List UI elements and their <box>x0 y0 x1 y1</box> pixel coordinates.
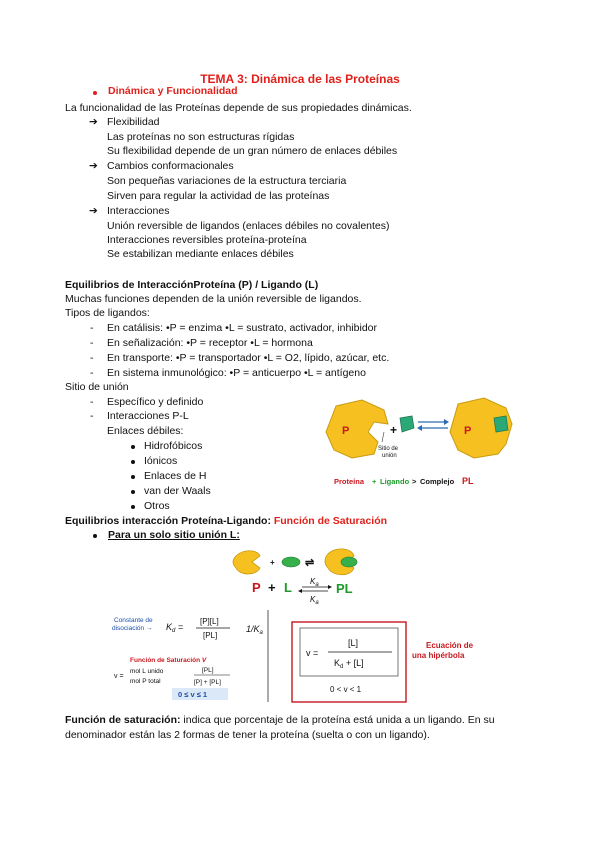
item-label: Interacciones <box>107 205 170 217</box>
item-line: Sirven para regular la actividad de las proteínas <box>107 190 330 202</box>
ligand-type: En sistema inmunológico: •P = anticuerpo •L = antígeno <box>107 367 366 379</box>
item-line: Su flexibilidad depende de un gran número de enlaces débiles <box>107 145 398 157</box>
v-den-words: mol P total <box>130 678 161 685</box>
arrow-icon: ➔ <box>89 160 98 172</box>
protein-ligand-diagram <box>322 392 532 492</box>
site-label: Sitio de unión <box>65 381 129 393</box>
caption-protein: Proteína <box>334 477 365 486</box>
section-heading-equilibrios: Equilibrios de InteracciónProteína (P) / Ligando (L) <box>65 279 319 291</box>
weak-bond-item: Hidrofóbicos <box>144 440 203 452</box>
arrow-icon: ➔ <box>89 116 98 128</box>
kd-symbol: $K_d$ = <box>166 622 184 634</box>
v-frac-num: [PL] <box>202 667 214 674</box>
site-caption: unión <box>382 453 397 459</box>
arrow-icon: ➔ <box>89 205 98 217</box>
v-frac-den: [P] + [PL] <box>194 679 221 686</box>
bound-ligand-shape <box>494 416 508 432</box>
caption-complex: Complejo <box>420 477 455 486</box>
box-numerator: [L] <box>348 638 359 648</box>
eq-pl: PL <box>336 581 353 596</box>
range-small: 0 ≤ v ≤ 1 <box>178 690 208 699</box>
weak-bond-item: Iónicos <box>144 455 178 467</box>
arrowhead-icon <box>417 425 422 431</box>
v-num-words: mol L unido <box>130 668 164 675</box>
item-line: Unión reversible de ligandos (enlaces débiles no covalentes) <box>107 220 390 232</box>
hyperbola-label: Ecuación de <box>426 641 474 650</box>
ka-top: $K_a$ <box>310 577 319 588</box>
box-range: 0 < v < 1 <box>330 685 362 694</box>
item-label: Flexibilidad <box>107 116 160 128</box>
dash-marker: - <box>90 322 94 334</box>
bullet-dot <box>131 445 135 449</box>
item-line: Son pequeñas variaciones de la estructura terciaria <box>107 175 347 187</box>
const-label: disociación → <box>112 625 153 632</box>
bullet-dot <box>131 460 135 464</box>
item-line: Se estabilizan mediante enlaces débiles <box>107 248 294 260</box>
v-prefix: v = <box>114 673 124 680</box>
saturation-function-figure <box>108 606 498 706</box>
plus-small: + <box>270 558 275 567</box>
single-site-bullet: Para un solo sitio unión L: <box>108 529 240 541</box>
weak-bond-item: van der Waals <box>144 485 211 497</box>
weak-bond-item: Enlaces de H <box>144 470 207 482</box>
eq-plus: + <box>268 580 276 595</box>
arrowhead-icon <box>298 589 302 593</box>
ligand-type: En transporte: •P = transportador •L = O2, lípido, azúcar, etc. <box>107 352 390 364</box>
item-label: Cambios conformacionales <box>107 160 234 172</box>
conclusion-line: denominador están las 2 formas de tener la proteína (suelta o con un ligando). <box>65 729 430 741</box>
bullet-dot <box>131 475 135 479</box>
func-label: Función de Saturación V <box>130 657 207 664</box>
page-title: TEMA 3: Dinámica de las Proteínas <box>200 72 400 86</box>
section-intro: Muchas funciones dependen de la unión reversible de ligandos. <box>65 293 362 305</box>
eq-p: P <box>252 580 261 595</box>
kd-numerator: [P][L] <box>200 617 219 626</box>
dash-marker: - <box>90 367 94 379</box>
weak-bond-item: Otros <box>144 500 170 512</box>
bullet-dot <box>131 505 135 509</box>
caption-ligand: Ligando <box>380 477 410 486</box>
bullet-dot <box>131 490 135 494</box>
conclusion-text: indica que porcentaje de la proteína está unida a un ligando. En su <box>180 714 495 726</box>
bound-ligand-shape <box>341 557 357 567</box>
types-label: Tipos de ligandos: <box>65 307 150 319</box>
caption-plus: + <box>372 477 377 486</box>
box-v: v = <box>306 648 319 658</box>
weak-bonds-label: Enlaces débiles: <box>107 425 184 437</box>
heading-black-part: Equilibrios interacción Proteína-Ligando: <box>65 515 274 527</box>
binding-equilibrium-diagram <box>230 546 380 606</box>
ligand-shape <box>282 557 300 567</box>
section-intro: La funcionalidad de las Proteínas depende de sus propiedades dinámicas. <box>65 102 412 114</box>
protein-label: P <box>342 425 350 437</box>
bullet-dot <box>93 534 97 538</box>
plus-sign: + <box>390 423 398 437</box>
complex-label: P <box>464 425 472 437</box>
section-heading-dinamica: Dinámica y Funcionalidad <box>108 85 238 97</box>
kd-denominator: [PL] <box>203 631 218 640</box>
item-line: Interacciones reversibles proteína-proteína <box>107 234 307 246</box>
ligand-type: En catálisis: •P = enzima •L = sustrato, activador, inhibidor <box>107 322 377 334</box>
dash-marker: - <box>90 337 94 349</box>
pointer-line <box>382 432 384 442</box>
item-line: Las proteínas no son estructuras rígidas <box>107 131 295 143</box>
eq-l: L <box>284 580 292 595</box>
caption-arrow: > <box>412 477 417 486</box>
dash-marker: - <box>90 352 94 364</box>
eq-arrows-icon: ⇌ <box>305 557 315 569</box>
ligand-type: En señalización: •P = receptor •L = hormona <box>107 337 313 349</box>
conclusion-line <box>65 714 495 727</box>
site-item: Específico y definido <box>107 396 204 408</box>
const-label: Constante de <box>114 617 153 624</box>
heading-red-part: Función de Saturación <box>273 515 388 527</box>
protein-shape <box>233 551 260 574</box>
section-heading-saturacion <box>65 515 387 528</box>
ligand-shape <box>400 416 414 432</box>
site-caption: Sitio de <box>378 446 399 452</box>
box-denominator: $K_d + [L]$ <box>334 658 364 670</box>
arrowhead-icon <box>328 585 332 589</box>
bullet-dot <box>93 91 97 95</box>
kd-alt: $1/K_a$ <box>246 624 263 636</box>
hyperbola-label: una hipérbola <box>412 651 465 660</box>
site-item: Interacciones P-L <box>107 410 189 422</box>
ka-bottom: $K_a$ <box>310 595 319 606</box>
dash-marker: - <box>90 396 94 408</box>
dash-marker: - <box>90 410 94 422</box>
arrowhead-icon <box>444 419 449 425</box>
conclusion-bold: Función de saturación: <box>65 714 181 726</box>
caption-pl: PL <box>462 476 474 486</box>
